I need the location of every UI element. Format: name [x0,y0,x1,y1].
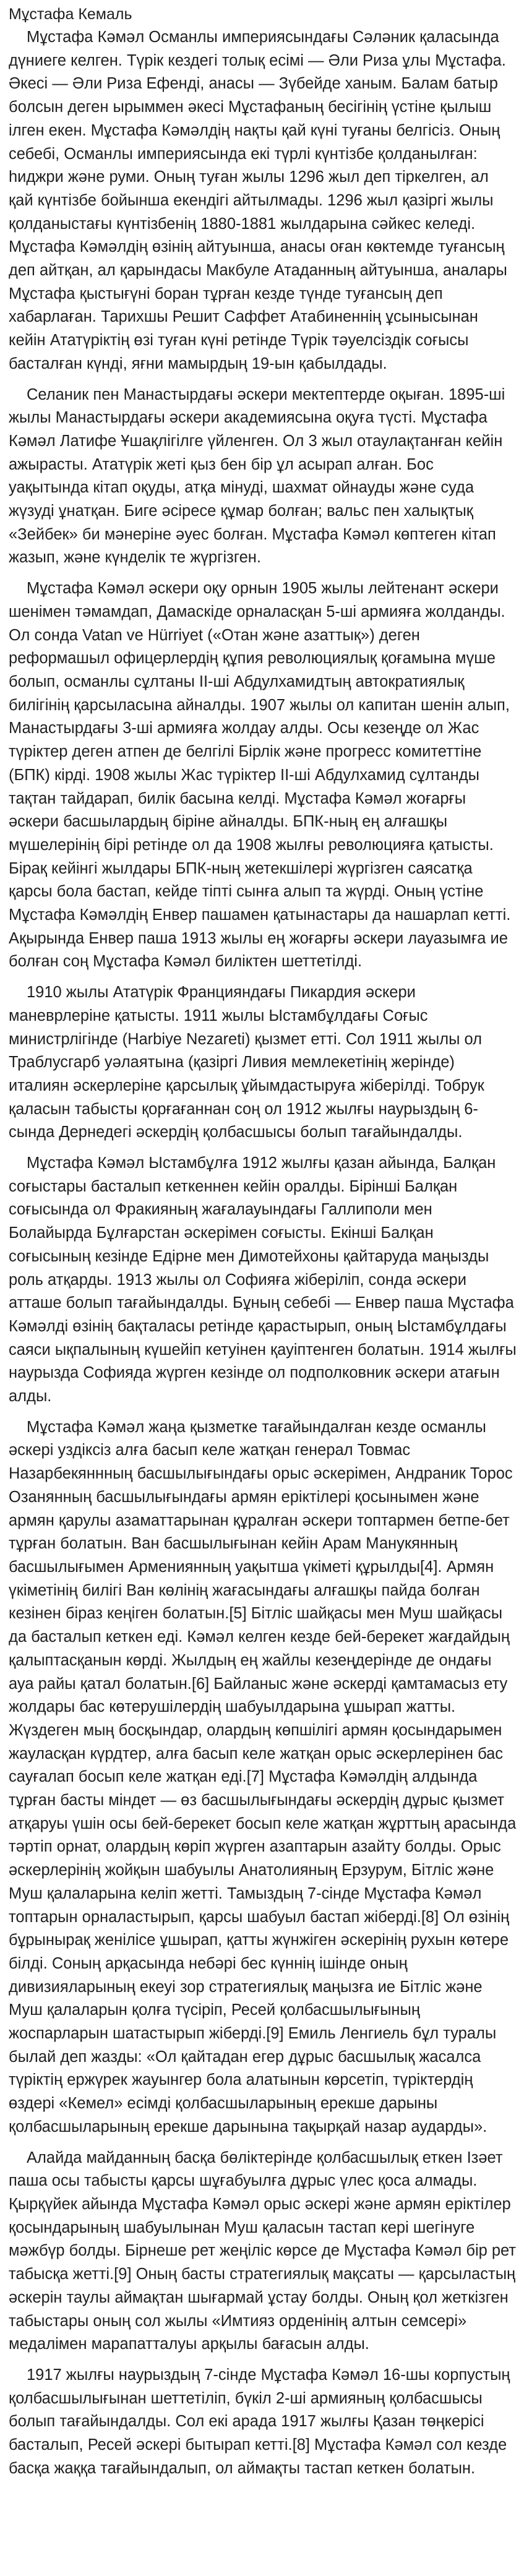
paragraph-1910: 1910 жылы Ататүрік Францияндағы Пикардия әскери маневрлеріне қатысты. 1911 жылы Ыстамбұлдағы Соғыс министрлігінде (Harbiye Nezareti) қызмет етті. Сол 1911 жылы ол Траблусгарб уәлаятына (қазіргі Ливия мемлекетінің жерінде) италиян әскерлеріне қарсылық ұйымдастыруға жіберілді. Тобрук қаласын табысты қорғағаннан соң ол 1912 жылғы наурыздың 6-сында Дернедегі әскердің қолбасшысы болып тағайындалды. [9,984,484,1141]
paragraph-military-career: Мұстафа Кәмәл әскери оқу орнын 1905 жылы лейтенант әскери шенімен тәмамдап, Дамаскідe орналасқан 5-ші армияға жолданды. Ол сонда Vatan ve Hürriyet («Отан және азаттық») деген реформашыл офицерлердің құпия революциялық қоғамына мүше болып, османлы сұлтаны II-ші Абдулхамидтың автократиялық билігінің қарсыласына айналды. 1907 жылы ол капитан шенін алып, Манастырдағы 3-ші армияға жолдау алды. Осы кезеңде ол Жас түріктер деген атпен де белгілі Бірлік және прогресс комитеттіне (БПК) кірді. 1908 жылы Жас түріктер II-ші Абдулхамид сұлтанды тақтан тайдарап, билік басына келді. Мұстафа Кәмәл жоғарғы әскери басшылардың біріне айналды. БПК-ның ең алғашқы мүшелерінің бірі ретінде ол да 1908 жылғы революцияға қатысты. Бірақ кейінгі жылдары БПК-ның жетекшілері жүргізген саясатқа қарсы бола бастап, кейде тіпті сынға алып та жүрді. Оның үстіне Мұстафа Кәмәлдің Енвер пашамен қатынастары да нашарлап кетті. Ақырында Енвер паша 1913 жылы ең жоғарғы әскери лауазымға ие болған соң Мұстафа Кәмәл биліктен шеттетілді. [9,580,511,971]
paragraph-eastern-front: Мұстафа Кәмәл жаңа қызметке тағайындалған кезде османлы әскері уздіксіз алға басып келе жатқан генерал Товмас Назарбекяннның басшылығындағы орыс әскерімен, Андраник Торос Озанянның басшылығындағы армян еріктілері қосынымен және армян қарулы азаматтарынан құралған әскери топтармен бетпе-бет тұрған болатын. Ван басшылығынан кейін Арам Манукянның басшылығымен Армениянның уақытша үкіметі құрылды[4]. Армян үкіметінің билігі Ван көлінің жағасындағы алғашқы пайда болған кезінен біраз кеңіген болатын.[5] Бітліс шайқасы мен Муш шайқасы да басталып кеткен еді. Кәмәл келген кезде бей-берекет жағдайдың қалыптасқанын көрді. Жылдың ең жайлы кезеңдерінде де ондағы ауа райы қатал болатын.[6] Байланыс және әскерді қамтамасыз ету жолдары бас көтерушілердің шабуылдарына ұшырап жатты. Жүздеген мың босқындар, олардың көпшілігі армян қосындарымен жауласқан күрдтер, алға басып келе жатқан орыс әскерлерінен бас сауғалап босып келе жатқан еді.[7] Мұстафа Кәмәлдің алдында тұрған басты міндет — өз басшылығындағы әскердің дұрыс қызмет атқаруы үшін осы бей-берекет босып келе жатқан жұрттың арасында тәртіп орнат, олардың көріп жүрген азаптарын азайту болды. Орыс әскерлерінің жойқын шабуылы Анатолияның Ерзурум, Бітліс және Муш қалаларына келіп жетті. Тамыздың 7-сінде Мұстафа Кәмәл топтарын орналастырып, қарсы шабуыл бастап жіберді.[8] Ол өзінің бұрынырақ женілісе ұшырап, қатты жүнжіген әскерінің рухын көтере білді. Соның арқасында небәрі бес күннің ішінде оның дивизияларының екеуі зор стратегиялық маңызға ие Бітліс және Муш қалаларын қолға түсіріп, Ресей қолбасшылығының жоспарларын шатастырып жіберді.[9] Емиль Ленгиель бұл туралы былай деп жазды: «Ол қайтадан егер дұрыс басшылық жасалса түріктің ержүрек жауынгер бола алатынын көрсетіп, түріктердің өздері «Кемел» есімді қолбасшыларының ерекше дарыны қолбасшыларының ерекше дарынына тақырқай назар аударды». [9,1418,517,2136]
paragraph-balkan-wars: Мұстафа Кәмәл Ыстамбұлға 1912 жылғы қазан айында, Балқан соғыстары басталып кеткеннен кейін оралды. Бірінші Балқан соғысында ол Фракияның жағалауындағы Галлиполи мен Болайырда Бұлғарстан әскерімен соғысты. Екінші Балқан соғысының кезінде Едірне мен Димотейхоны қайтаруда маңызды роль атқарды. 1913 жылы ол Софияға жіберіліп, сонда әскери атташе болып тағайындалды. Бұның себебі — Енвер паша Мұстафа Кәмәлді өзінің бақталасы ретінде қарастырып, оның Ыстамбұлдағы саяси ықпалының күшейіп кетуінен қауіптенген болатын. 1914 жылғы наурызда Софияда жүрген кезінде ол подполковник әскери атағын алды. [9,1154,517,1406]
paragraph-1917: 1917 жылғы наурыздың 7-сінде Мұстафа Кәмәл 16-шы корпустың қолбасшылығынан шеттетіліп, бүкіл 2-ші армияның қолбасшысы болып тағайындалды. Сол екі арада 1917 жылғы Қазан төңкерісі басталып, Ресей әскері бытырап кетті.[8] Мұстафа Кәмәл сол кезде басқа жаққа тағайындалып, ол аймақты тастап кеткен болатын. [9,2366,510,2477]
paragraph-birth: Мұстафа Кәмәл Османлы империясындағы Сәләник қаласында дүниеге келген. Түрік кездегі толық есімі — Әли Риза ұлы Мұстафа. Әкесі — Әли Риза Ефенді, анасы — Зүбейде ханым. Балам батыр болсын деген ырыммен әкесі Мұстафаның бесігінің үстіне қылыш ілген екен. Мұстафа Кәмәлдің нақты қай күні туғаны белгісіз. Оның себебі, Османлы империясында екі түрлі күнтізбе қолданылған: һиджри және руми. Оның туған жылы 1296 жыл деп тіркелген, ал қай күнтізбе бойынша екендігі айтылмады. 1296 жыл қазіргі жылы қолданыстағы күнтізбенің 1880-1881 жылдарына сәйкес келеді. Мұстафа Кәмәлдің өзінің айтуынша, анасы оған көктемде туғансың деп айтқан, ал қарындасы Макбуле Атаданның айтуынша, аналары Мұстафа қыстығүні боран тұрған кезде түнде туғансың деп хабарлаған. Тарихшы Решит Саффет Атабиненнің ұсынысынан кейін Ататүріктің өзі туған күні ретінде Түрік тәуелсіздік соғысы басталған күнді, яғни мамырдың 19-ын қабылдады. [9,28,507,372]
paragraph-izzet-pasha: Алайда майданның басқа бөліктерінде қолбасшылық еткен Ізәет паша осы табысты қарсы шұғабуылға дұрыс үлес қоса алмады. Қырқүйек айында Мұстафа Кәмәл орыс әскері және армян еріктілер қосындарының шабуылынан Муш қаласын тастап кері шегінуге мәжбүр болды. Бірнеше рет жеңіліс көрсе де Мұстафа Кәмәл бір рет табысқа жетті.[9] Оның басты стратегиялық мақсаты — қарсыластың әскерін таулы аймақтан шығармай ұстау болды. Оның қол жеткізген табыстары оның сол жылы «Имтияз орденінің алтын семсері» медалімен марапатталуы арқылы бағасын алды. [9,2149,517,2353]
paragraph-education: Селаник пен Манастырдағы әскери мектептерде оқыған. 1895-ші жылы Манастырдағы әскери академиясына оқуға түсті. Мұстафа Кәмәл Латифе Ұшақлігілге үйленген. Ол 3 жыл отаулақтанған кейін ажырасты. Ататүрік жеті қыз бен бір ұл асырап алған. Бос уақытында кітап оқуды, атқа мінуді, шахмат ойнауды және суда жүзуді ұнатқан. Биге әсіресе құмар болған; вальс пен халықтық «Зейбек» би мәнеріне әуес болған. Мұстафа Кәмәл көптеген кітап жазып, және күнделік те жүргізген. [9,385,505,567]
page-title: Мұстафа Кемаль [9,6,132,23]
